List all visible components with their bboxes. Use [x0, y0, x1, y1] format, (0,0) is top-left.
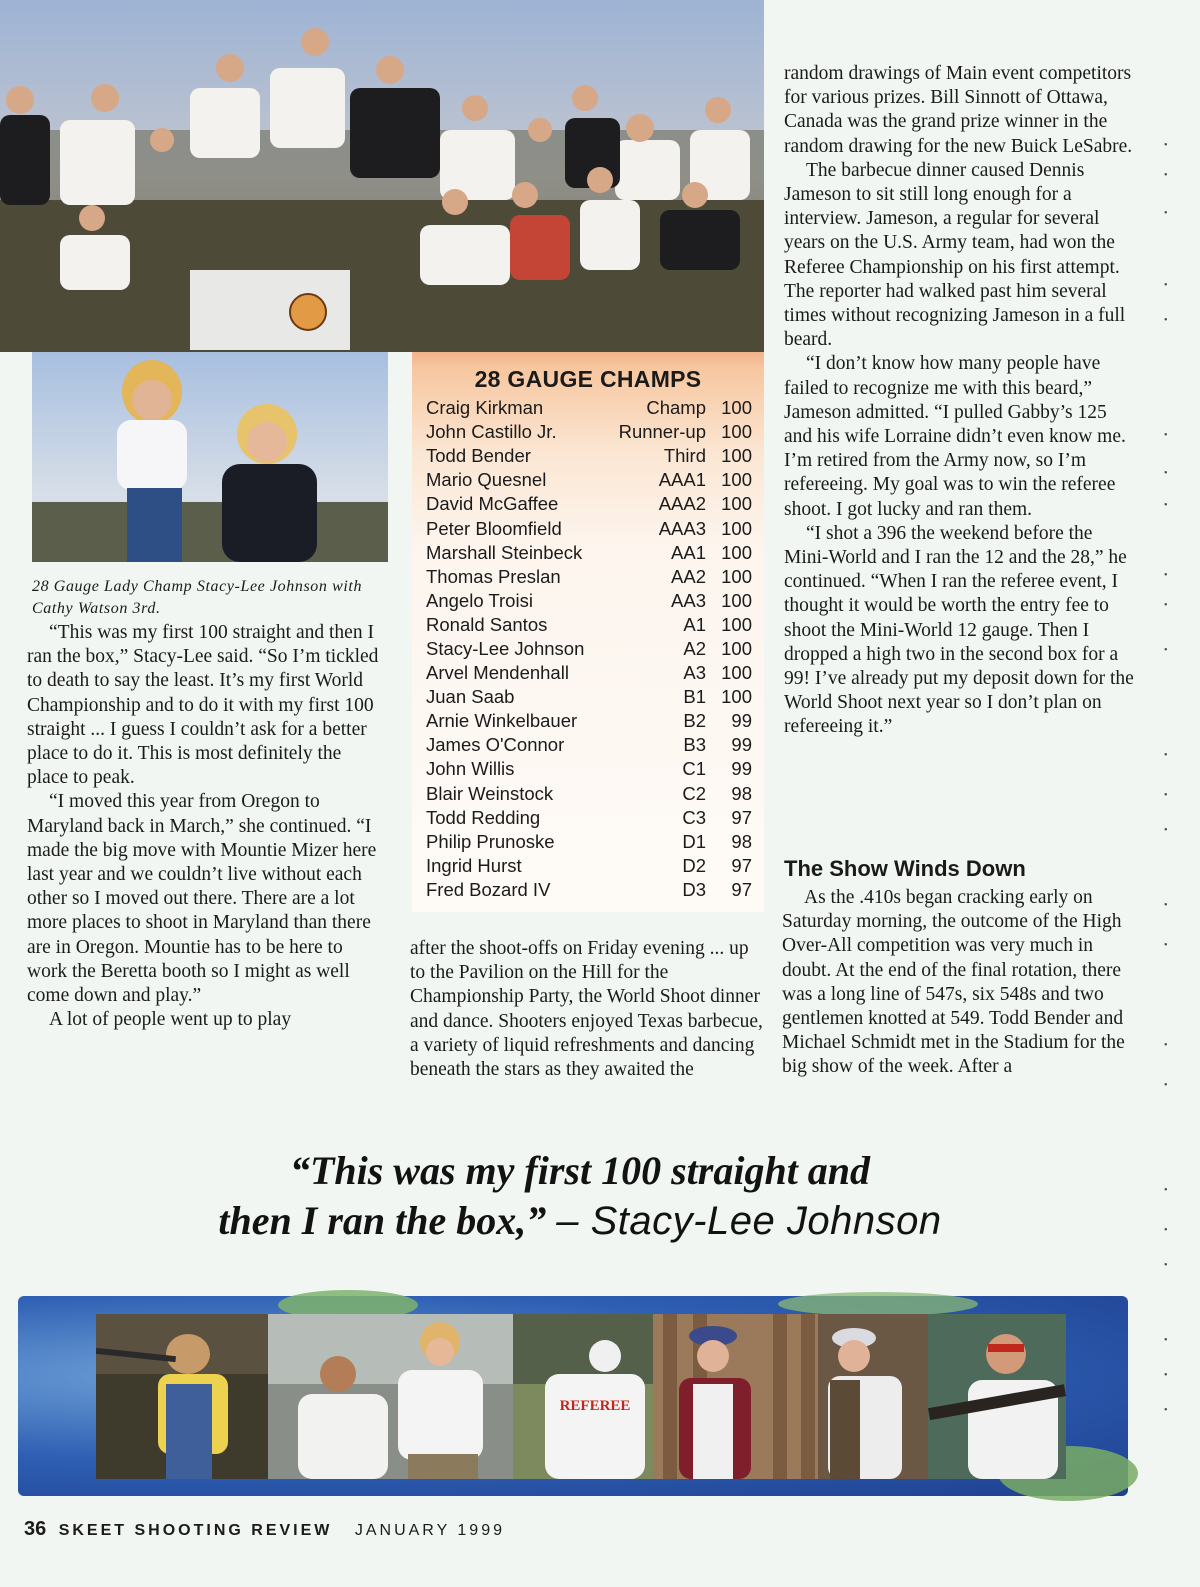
champs-title: 28 GAUGE CHAMPS	[474, 366, 702, 392]
photo-caption: 28 Gauge Lady Champ Stacy-Lee Johnson with Cathy Watson 3rd.	[32, 578, 363, 617]
champ-row	[426, 709, 752, 733]
champ-row	[426, 757, 752, 781]
champ-name: Thomas Preslan	[426, 565, 561, 587]
fence-man-photo	[653, 1314, 818, 1479]
champ-name: John Castillo Jr.	[426, 421, 557, 443]
champ-score: 100	[721, 517, 752, 539]
champ-score: 97	[731, 854, 752, 876]
champ-score: 100	[721, 397, 752, 419]
champ-name: Ingrid Hurst	[426, 854, 522, 876]
champ-place: Runner-up	[618, 421, 706, 443]
champ-score: 100	[721, 662, 752, 684]
paragraph: As the .410s began cracking early on Saturday morning, the outcome of the High Over-All competition was very much in doubt. At the end of the final rotation, there was a long line of 547s, six 548s and two gentlemen knotted at 549. Todd Bender and Michael Schmidt met in the Stadium for the big show of the week. After a	[782, 887, 1125, 1078]
champ-row	[426, 878, 752, 902]
champ-row	[426, 685, 752, 709]
paragraph: A lot of people went up to play	[49, 1009, 292, 1031]
referee-photo	[513, 1314, 653, 1479]
champ-score: 97	[731, 878, 752, 900]
champ-row	[426, 637, 752, 661]
pull-quote-attribution: – Stacy-Lee Johnson	[556, 1199, 942, 1243]
champ-place: D3	[682, 878, 706, 900]
champ-place: AA3	[671, 589, 706, 611]
lady-champ-photo	[32, 352, 388, 562]
champ-place: A2	[683, 637, 706, 659]
champ-place: B1	[683, 686, 706, 708]
paragraph: after the shoot-offs on Friday evening ... up to the Pavilion on the Hill for the Championship Party, the World Shoot dinner and dance. Shooters enjoyed Texas barbecue, a variety of liquid refreshments and dancing beneath the stars as they awaited the	[410, 938, 763, 1081]
champ-row	[426, 492, 752, 516]
pull-quote-line1: “This was my first 100 straight and	[289, 1148, 871, 1193]
champ-row	[426, 661, 752, 685]
champ-row	[426, 782, 752, 806]
champ-place: C2	[682, 782, 706, 804]
champ-name: Arnie Winkelbauer	[426, 710, 578, 732]
champ-score: 100	[721, 445, 752, 467]
champ-name: Philip Prunoske	[426, 830, 555, 852]
champ-name: Marshall Steinbeck	[426, 541, 583, 563]
champ-place: B3	[683, 734, 706, 756]
middle-column	[410, 937, 764, 1082]
page-number: 36	[24, 1518, 47, 1540]
champ-row	[426, 613, 752, 637]
paragraph: “I moved this year from Oregon to Maryland back in March,” she continued. “I made the big move with Mountie Mizer here last year and we couldn’t live without each other so I moved out there. There are a lot more places to shoot in Maryland than there are in Oregon. Mountie has to be here to work the Beretta booth so I might as well come down and play.”	[27, 791, 377, 1007]
paragraph: “I shot a 396 the weekend before the Mini-World and I ran the 12 and the 28,” he continued. “When I ran the referee event, I thought it would be worth the entry fee to shoot the Mini-World 12 gauge. Then I dropped a high two in the second box for a 99! I’ve already put my deposit down for the World Shoot next year so I don’t plan on refereeing it.”	[784, 522, 1134, 738]
champ-place: D2	[682, 854, 706, 876]
champ-row	[426, 444, 752, 468]
champ-score: 99	[731, 734, 752, 756]
champ-row	[426, 854, 752, 878]
group-photo	[0, 0, 764, 352]
champ-place: AAA3	[658, 517, 706, 539]
champ-row	[426, 806, 752, 830]
section-column	[782, 886, 1132, 1080]
champ-score: 100	[721, 541, 752, 563]
champ-name: Arvel Mendenhall	[426, 662, 569, 684]
champ-place: Champ	[646, 397, 706, 419]
champ-name: John Willis	[426, 758, 515, 780]
champ-row	[426, 541, 752, 565]
shooter-photo	[96, 1314, 268, 1479]
champ-place: A1	[683, 613, 706, 635]
champ-name: Blair Weinstock	[426, 782, 554, 804]
champs-sidebar	[412, 352, 764, 912]
champ-row	[426, 420, 752, 444]
champ-score: 99	[731, 758, 752, 780]
paragraph: The barbecue dinner caused Dennis Jameson to sit still long enough for a interview. Jameson, a regular for several years on the U.S. Army team, had won the Referee Championship on his first attempt. The reporter had walked past him several times without recognizing Jameson in a full beard.	[784, 159, 1126, 351]
champ-place: A3	[683, 662, 706, 684]
pull-quote	[0, 1146, 1160, 1246]
champ-score: 100	[721, 565, 752, 587]
champ-row	[426, 396, 752, 420]
champ-name: Todd Redding	[426, 806, 541, 828]
champ-row	[426, 589, 752, 613]
champ-row	[426, 468, 752, 492]
champ-row	[426, 565, 752, 589]
paragraph: “I don’t know how many people have failed to recognize me with this beard,” Jameson admitted. “I pulled Gabby’s 125 and his wife Lorraine didn’t even know me. I’m retired from the Army now, so I’m refereeing. My goal was to win the referee shoot. I got lucky and ran them.	[784, 353, 1126, 520]
aiming-man-photo	[928, 1314, 1066, 1479]
champ-place: C3	[682, 806, 706, 828]
champ-place: AAA1	[658, 469, 706, 491]
champ-score: 100	[721, 469, 752, 491]
champ-place: C1	[682, 758, 706, 780]
champ-score: 98	[731, 782, 752, 804]
champ-row	[426, 830, 752, 854]
champ-name: Todd Bender	[426, 445, 531, 467]
champ-name: Ronald Santos	[426, 613, 548, 635]
champ-place: AAA2	[658, 493, 706, 515]
champ-name: Stacy-Lee Johnson	[426, 637, 585, 659]
champ-name: Craig Kirkman	[426, 397, 544, 419]
page-footer	[24, 1518, 505, 1541]
champ-place: AA1	[671, 541, 706, 563]
champ-score: 99	[731, 710, 752, 732]
champ-name: Fred Bozard IV	[426, 878, 551, 900]
champ-score: 100	[721, 637, 752, 659]
champ-name: Mario Quesnel	[426, 469, 547, 491]
champ-name: David McGaffee	[426, 493, 559, 515]
pull-quote-line2: then I ran the box,”	[218, 1198, 547, 1243]
right-column	[784, 62, 1134, 740]
seated-couple-photo	[268, 1314, 513, 1479]
champs-list	[426, 396, 752, 902]
champ-row	[426, 733, 752, 757]
paragraph: “This was my first 100 straight and then I ran the box,” Stacy-Lee said. “So I’m tickled to death to say the least. It’s my first World Championship and to do it with my first 100 straight ... I guess I couldn’t ask for a better place to do it. This is most definitely the place to peak.	[27, 622, 379, 789]
champ-name: Juan Saab	[426, 686, 515, 708]
champ-score: 98	[731, 830, 752, 852]
scan-marks: • • • • • • • • • • • • • • • • • • • • • • • •	[1164, 140, 1168, 1416]
referee-vest-text: REFEREE	[559, 1398, 631, 1414]
champ-score: 100	[721, 613, 752, 635]
publication-name: SKEET SHOOTING REVIEW	[58, 1522, 333, 1539]
champ-place: AA2	[671, 565, 706, 587]
champ-score: 100	[721, 421, 752, 443]
champ-score: 100	[721, 589, 752, 611]
champ-place: D1	[682, 830, 706, 852]
left-column	[27, 621, 383, 1032]
champ-name: Peter Bloomfield	[426, 517, 562, 539]
issue-date: JANUARY 1999	[354, 1522, 505, 1539]
vest-man-photo	[818, 1314, 928, 1479]
champ-name: James O'Connor	[426, 734, 565, 756]
photo-strip	[96, 1314, 1066, 1479]
champ-place: B2	[683, 710, 706, 732]
champ-place: Third	[663, 445, 706, 467]
champ-row	[426, 516, 752, 540]
section-heading: The Show Winds Down	[784, 856, 1026, 881]
champ-name: Angelo Troisi	[426, 589, 533, 611]
paragraph: random drawings of Main event competitors for various prizes. Bill Sinnott of Ottawa, Canada was the grand prize winner in the random drawing for the new Buick LeSabre.	[784, 63, 1133, 157]
champ-score: 100	[721, 493, 752, 515]
champ-score: 100	[721, 686, 752, 708]
champ-score: 97	[731, 806, 752, 828]
